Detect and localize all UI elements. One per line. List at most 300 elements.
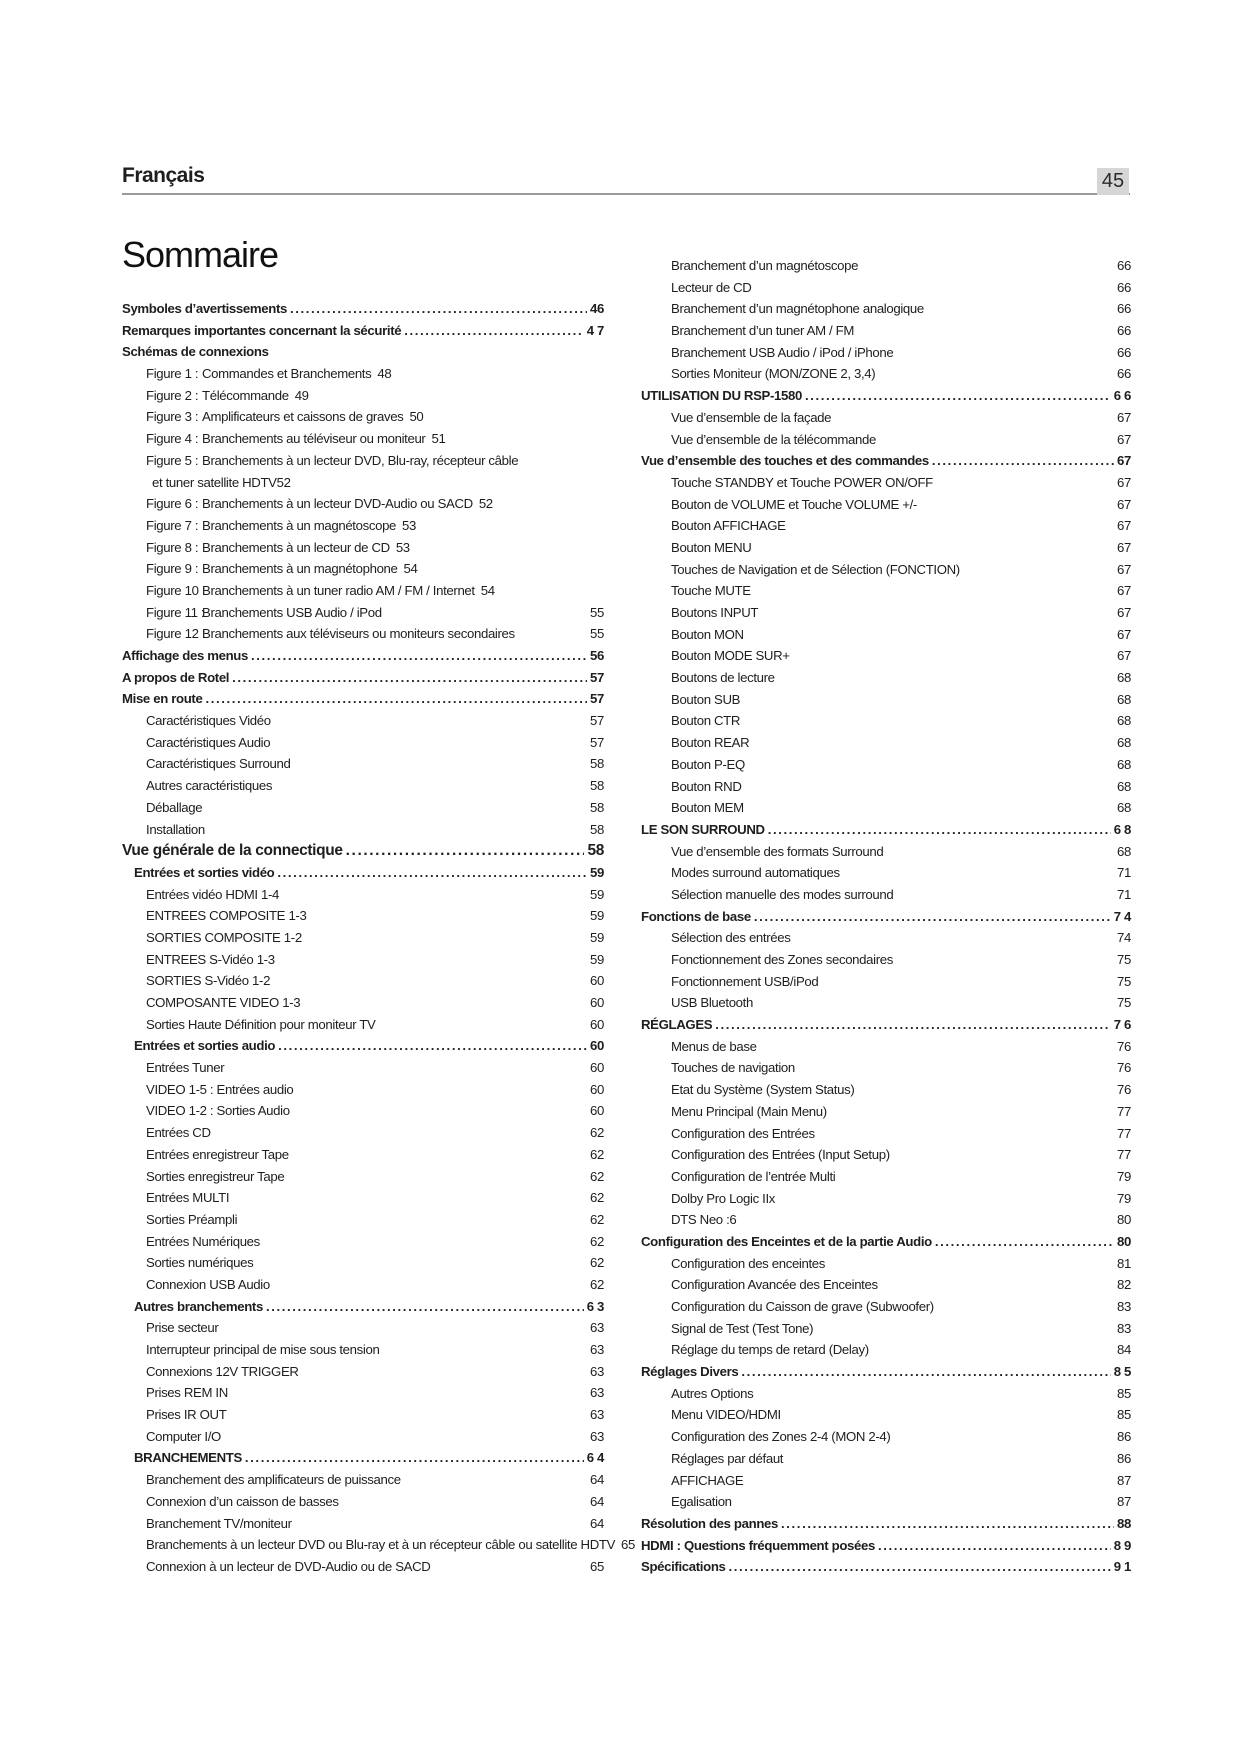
toc-entry[interactable] — [641, 1361, 1131, 1383]
toc-page-number: 80 — [1117, 1233, 1131, 1249]
toc-page-number: 67 — [1117, 648, 1131, 664]
toc-entry[interactable] — [122, 840, 604, 862]
toc-entry-title: Mise en route — [122, 691, 203, 707]
toc-entry[interactable] — [641, 559, 1131, 581]
toc-entry[interactable] — [641, 624, 1131, 646]
toc-entry-title: Configuration Avancée des Enceintes — [671, 1277, 878, 1293]
header-language: Français — [122, 164, 205, 187]
toc-page-number: 66 — [1117, 279, 1131, 295]
toc-entry[interactable] — [122, 1556, 604, 1578]
toc-dot-leader — [768, 819, 1111, 841]
toc-entry[interactable] — [122, 341, 604, 363]
toc-entry-title: Vue d’ensemble de la façade — [671, 409, 832, 425]
toc-entry-title: Lecteur de CD — [671, 279, 752, 295]
toc-entry-title: Branchements à un lecteur de CD — [202, 539, 390, 555]
toc-figure-number: Figure 7 : — [146, 517, 199, 533]
toc-entry-title: Entrées et sorties vidéo — [134, 864, 275, 880]
toc-page-number: 68 — [1117, 843, 1131, 859]
toc-page-number: 63 — [590, 1407, 604, 1423]
toc-page-number: 66 — [1117, 366, 1131, 382]
toc-entry[interactable] — [122, 862, 604, 884]
page-title: Sommaire — [122, 234, 279, 275]
toc-entry-title: Déballage — [146, 799, 203, 815]
toc-entry[interactable] — [641, 429, 1131, 451]
toc-entry-title: Modes surround automatiques — [671, 865, 840, 881]
toc-page-number: 60 — [590, 1103, 604, 1119]
toc-inline-page: 49 — [294, 387, 309, 403]
toc-entry[interactable] — [641, 1383, 1131, 1405]
toc-entry[interactable] — [122, 385, 604, 407]
toc-entry[interactable] — [641, 1339, 1131, 1361]
toc-entry[interactable] — [122, 1534, 635, 1556]
toc-entry-title: Dolby Pro Logic IIx — [671, 1190, 776, 1206]
toc-entry[interactable] — [641, 710, 1131, 732]
toc-entry-title: Menus de base — [671, 1038, 757, 1054]
toc-page-number: 77 — [1117, 1125, 1131, 1141]
toc-entry-title: Bouton SUB — [671, 691, 741, 707]
toc-page-number: 4 7 — [586, 322, 604, 338]
toc-entry-title: Entrées MULTI — [146, 1190, 230, 1206]
toc-entry[interactable] — [122, 1187, 604, 1209]
toc-entry[interactable] — [122, 1469, 604, 1491]
toc-entry-title: Entrées Numériques — [146, 1233, 260, 1249]
toc-entry[interactable] — [122, 1209, 604, 1231]
toc-entry[interactable] — [641, 494, 1131, 516]
toc-page-number: 71 — [1117, 886, 1131, 902]
toc-page-number: 63 — [590, 1320, 604, 1336]
toc-entry-title: Branchement d’un magnétoscope — [671, 258, 859, 273]
toc-entry[interactable] — [641, 1535, 1131, 1557]
toc-entry-title: Prises REM IN — [146, 1385, 228, 1401]
toc-entry-title: VIDEO 1-2 : Sorties Audio — [146, 1103, 290, 1119]
toc-entry[interactable] — [122, 1079, 604, 1101]
toc-entry[interactable] — [122, 1144, 604, 1166]
toc-entry[interactable] — [122, 1382, 604, 1404]
toc-entry[interactable] — [641, 602, 1131, 624]
toc-page-number: 85 — [1117, 1407, 1131, 1423]
toc-entry-title: Prise secteur — [146, 1320, 219, 1336]
toc-page-number: 87 — [1117, 1494, 1131, 1510]
toc-entry[interactable] — [122, 298, 604, 320]
toc-entry[interactable] — [122, 645, 604, 667]
toc-entry[interactable] — [641, 1253, 1131, 1275]
toc-entry[interactable] — [641, 1318, 1131, 1340]
toc-page-number: 67 — [1117, 409, 1131, 425]
toc-page-number: 64 — [590, 1515, 604, 1531]
toc-entry-title: Branchement d’un tuner AM / FM — [671, 323, 855, 339]
toc-entry-title: Entrées enregistreur Tape — [146, 1146, 289, 1162]
toc-entry-title: Fonctionnement USB/iPod — [671, 973, 819, 989]
toc-entry[interactable] — [122, 537, 604, 559]
toc-entry-title: Configuration du Caisson de grave (Subwoofer) — [671, 1299, 934, 1314]
toc-entry[interactable] — [641, 1274, 1131, 1296]
toc-entry[interactable] — [641, 906, 1131, 928]
toc-page-number: 67 — [1117, 518, 1131, 534]
toc-entry[interactable] — [641, 1123, 1131, 1145]
toc-entry[interactable] — [122, 1035, 604, 1057]
toc-entry[interactable] — [641, 342, 1131, 364]
toc-entry[interactable] — [641, 862, 1131, 884]
toc-entry-title: Etat du Système (System Status) — [671, 1082, 855, 1098]
toc-dot-leader — [754, 906, 1111, 928]
toc-entry[interactable] — [641, 1057, 1131, 1079]
toc-entry-title: ENTREES S-Vidéo 1-3 — [146, 951, 275, 967]
toc-entry[interactable] — [122, 992, 604, 1014]
toc-page-number: 80 — [1117, 1212, 1131, 1228]
toc-entry-title: Résolution des pannes — [641, 1515, 779, 1531]
toc-entry[interactable] — [122, 602, 604, 624]
toc-entry[interactable] — [641, 537, 1131, 559]
toc-entry[interactable] — [122, 1361, 604, 1383]
toc-entry[interactable] — [122, 732, 604, 754]
toc-entry[interactable] — [641, 277, 1131, 299]
toc-entry[interactable] — [641, 1144, 1131, 1166]
toc-entry-title: Sorties enregistreur Tape — [146, 1168, 285, 1184]
toc-entry[interactable] — [122, 1057, 604, 1079]
toc-entry[interactable] — [641, 971, 1131, 993]
toc-entry-title: Configuration de l’entrée Multi — [671, 1168, 836, 1184]
toc-entry-title: et tuner satellite HDTV — [152, 474, 277, 490]
toc-entry[interactable] — [122, 472, 604, 494]
toc-dot-leader — [290, 298, 587, 320]
toc-entry-title: Connexion USB Audio — [146, 1276, 270, 1292]
toc-entry-title: RÉGLAGES — [641, 1017, 713, 1033]
toc-entry-title: Branchement des amplificateurs de puissance — [146, 1472, 401, 1488]
toc-entry-title: Sorties Haute Définition pour moniteur TV — [146, 1016, 376, 1032]
toc-entry-title: Bouton CTR — [671, 713, 741, 729]
toc-page-number: 65 — [621, 1537, 635, 1553]
toc-entry-title: Bouton MODE SUR+ — [671, 648, 790, 664]
toc-page-number: 60 — [590, 1060, 604, 1076]
toc-entry[interactable] — [641, 407, 1131, 429]
toc-entry-title: Bouton de VOLUME et Touche VOLUME +/- — [671, 496, 917, 512]
toc-entry[interactable] — [641, 1404, 1131, 1426]
toc-entry[interactable] — [641, 754, 1131, 776]
toc-page-number: 79 — [1117, 1190, 1131, 1206]
toc-entry-title: Touches de navigation — [671, 1060, 795, 1076]
toc-page-number: 67 — [1117, 431, 1131, 447]
toc-entry-title: Entrées Tuner — [146, 1060, 225, 1076]
toc-entry[interactable] — [122, 1317, 604, 1339]
toc-inline-page: 51 — [431, 431, 446, 447]
toc-entry[interactable] — [641, 1079, 1131, 1101]
toc-entry[interactable] — [641, 1491, 1131, 1513]
toc-entry[interactable] — [641, 949, 1131, 971]
toc-inline-page: 50 — [409, 409, 424, 425]
toc-entry[interactable] — [122, 1122, 604, 1144]
toc-entry-title: Configuration des Zones 2-4 (MON 2-4) — [671, 1429, 891, 1445]
toc-page-number: 59 — [590, 886, 604, 902]
toc-page-number: 76 — [1117, 1060, 1131, 1076]
toc-page-number: 58 — [590, 799, 604, 815]
toc-page-number: 60 — [590, 1081, 604, 1097]
toc-entry-title: Touches de Navigation et de Sélection (FONCTION) — [671, 561, 960, 577]
toc-page-number: 60 — [590, 995, 604, 1010]
toc-dot-leader — [232, 667, 587, 689]
toc-page-number: 58 — [590, 756, 604, 772]
toc-entry-title: Entrées CD — [146, 1125, 211, 1141]
toc-dot-leader — [251, 645, 587, 667]
toc-entry[interactable] — [122, 515, 604, 537]
toc-page-number: 88 — [1117, 1515, 1131, 1531]
toc-page-number: 77 — [1117, 1103, 1131, 1119]
toc-entry[interactable] — [641, 841, 1131, 863]
toc-entry[interactable] — [122, 406, 604, 428]
toc-page-number: 59 — [590, 908, 604, 924]
toc-entry-title: Caractéristiques Surround — [146, 756, 291, 772]
toc-entry-title: Branchements USB Audio / iPod — [202, 604, 382, 620]
toc-page-number: 9 1 — [1113, 1559, 1131, 1575]
toc-page-number: 68 — [1117, 735, 1131, 751]
toc-page-number: 46 — [590, 301, 604, 316]
toc-entry[interactable] — [641, 385, 1131, 407]
toc-entry[interactable] — [122, 450, 604, 472]
toc-entry[interactable] — [641, 776, 1131, 798]
toc-entry-title: Autres Options — [671, 1385, 754, 1401]
toc-entry[interactable] — [122, 819, 604, 841]
toc-entry-title: USB Bluetooth — [671, 995, 753, 1011]
toc-entry-title: Bouton MON — [671, 626, 744, 642]
toc-entry-title: Menu Principal (Main Menu) — [671, 1103, 827, 1119]
toc-entry-title: Fonctionnement des Zones secondaires — [671, 952, 893, 967]
toc-entry[interactable] — [641, 1296, 1131, 1318]
toc-entry[interactable] — [641, 1556, 1131, 1578]
toc-entry-title: Configuration des enceintes — [671, 1255, 826, 1271]
toc-entry[interactable] — [122, 949, 604, 971]
toc-entry-title: SORTIES COMPOSITE 1-2 — [146, 929, 302, 945]
toc-entry[interactable] — [122, 1252, 604, 1274]
toc-entry[interactable] — [641, 1166, 1131, 1188]
toc-entry[interactable] — [641, 1014, 1131, 1036]
toc-entry[interactable] — [122, 667, 604, 689]
toc-page-number: 66 — [1117, 344, 1131, 360]
toc-figure-number: Figure 5 : — [146, 452, 199, 468]
toc-dot-leader — [781, 1513, 1114, 1535]
toc-entry-title: Bouton MEM — [671, 800, 744, 816]
toc-entry-title: Réglages Divers — [641, 1364, 739, 1380]
toc-entry[interactable] — [641, 320, 1131, 342]
toc-entry[interactable] — [122, 884, 604, 906]
toc-page-number: 62 — [590, 1125, 604, 1141]
toc-page-number: 68 — [1117, 691, 1131, 707]
toc-entry[interactable] — [641, 1209, 1131, 1231]
toc-entry[interactable] — [641, 1513, 1131, 1535]
toc-page-number: 67 — [1117, 626, 1131, 642]
toc-entry-title: Sorties numériques — [146, 1255, 254, 1271]
toc-entry-title: Branchements à un magnétophone — [202, 561, 398, 577]
toc-page-number: 79 — [1117, 1168, 1131, 1184]
toc-page-number: 60 — [590, 973, 604, 989]
toc-entry[interactable] — [122, 1426, 604, 1448]
toc-entry[interactable] — [122, 1231, 604, 1253]
toc-page-number: 6 8 — [1113, 821, 1131, 837]
toc-entry[interactable] — [641, 689, 1131, 711]
toc-entry-title: Sélection des entrées — [671, 930, 791, 946]
toc-entry[interactable] — [122, 320, 604, 342]
toc-figure-number: Figure 9 : — [146, 561, 199, 577]
toc-page-number: 58 — [590, 821, 604, 837]
toc-entry[interactable] — [641, 298, 1131, 320]
toc-page-number: 75 — [1117, 973, 1131, 989]
toc-entry[interactable] — [122, 623, 604, 645]
toc-page-number: 84 — [1117, 1342, 1131, 1358]
toc-entry-title: Connexions 12V TRIGGER — [146, 1363, 299, 1379]
toc-entry[interactable] — [122, 558, 604, 580]
toc-entry-title: Branchement USB Audio / iPod / iPhone — [671, 344, 894, 360]
toc-page-number: 65 — [590, 1558, 604, 1574]
toc-entry-title: Sélection manuelle des modes surround — [671, 886, 894, 902]
toc-entry-title: Entrées vidéo HDMI 1-4 — [146, 886, 280, 902]
toc-entry[interactable] — [641, 472, 1131, 494]
toc-entry[interactable] — [641, 667, 1131, 689]
toc-entry[interactable] — [122, 1166, 604, 1188]
toc-entry-title: Branchements aux téléviseurs ou moniteurs secondaires — [202, 626, 515, 642]
toc-entry-title: Bouton AFFICHAGE — [671, 518, 786, 534]
toc-entry[interactable] — [641, 819, 1131, 841]
toc-page-number: 60 — [590, 1038, 604, 1054]
toc-entry[interactable] — [122, 1339, 604, 1361]
toc-entry[interactable] — [641, 797, 1131, 819]
toc-entry[interactable] — [122, 688, 604, 710]
toc-page-number: 83 — [1117, 1320, 1131, 1336]
toc-entry[interactable] — [641, 255, 1131, 277]
toc-entry-title: Branchements à un lecteur DVD-Audio ou SACD — [202, 496, 473, 512]
toc-entry-title: Connexion à un lecteur de DVD-Audio ou de SACD — [146, 1558, 431, 1574]
toc-entry-title: Branchements à un lecteur DVD, Blu-ray, récepteur câble — [202, 452, 519, 468]
toc-page-number: 56 — [590, 648, 604, 663]
toc-page-number: 8 5 — [1113, 1364, 1131, 1380]
toc-entry-title: Vue d’ensemble des touches et des commandes — [641, 453, 929, 469]
toc-entry[interactable] — [122, 493, 604, 515]
toc-page-number: 68 — [1117, 800, 1131, 816]
toc-entry-title: Sorties Moniteur (MON/ZONE 2, 3,4) — [671, 366, 876, 382]
toc-entry-title: ENTREES COMPOSITE 1-3 — [146, 908, 307, 924]
toc-entry-title: Configuration des Enceintes et de la partie Audio — [641, 1233, 932, 1249]
toc-entry-title: Vue d’ensemble de la télécommande — [671, 431, 876, 447]
toc-entry[interactable] — [122, 927, 604, 949]
toc-left-column — [122, 298, 635, 1578]
toc-entry[interactable] — [641, 645, 1131, 667]
toc-entry[interactable] — [122, 1513, 604, 1535]
toc-entry[interactable] — [641, 992, 1131, 1014]
toc-entry[interactable] — [641, 515, 1131, 537]
toc-entry-title: Configuration des Entrées (Input Setup) — [671, 1147, 890, 1163]
toc-page-number: 8 9 — [1113, 1537, 1131, 1553]
toc-entry-title: Bouton P-EQ — [671, 756, 745, 772]
toc-entry[interactable] — [641, 732, 1131, 754]
toc-page-number: 55 — [590, 626, 604, 642]
toc-page-number: 62 — [590, 1276, 604, 1292]
toc-page-number: 68 — [1117, 713, 1131, 729]
toc-entry[interactable] — [641, 1231, 1131, 1253]
toc-page-number: 57 — [590, 734, 604, 750]
toc-entry[interactable] — [641, 927, 1131, 949]
toc-entry[interactable] — [641, 363, 1131, 385]
toc-entry[interactable] — [122, 363, 604, 385]
toc-entry[interactable] — [641, 450, 1131, 472]
toc-page-number: 75 — [1117, 995, 1131, 1011]
toc-page-number: 57 — [590, 691, 604, 707]
toc-figure-number: Figure 4 : — [146, 431, 199, 447]
toc-page-number: 6 4 — [586, 1450, 604, 1466]
toc-entry-title: Symboles d’avertissements — [122, 301, 287, 316]
toc-page-number: 68 — [1117, 756, 1131, 772]
toc-page-number: 76 — [1117, 1082, 1131, 1098]
toc-dot-leader — [346, 840, 585, 862]
toc-entry[interactable] — [122, 905, 604, 927]
toc-dot-leader — [245, 1447, 584, 1469]
toc-entry-title: DTS Neo :6 — [671, 1212, 737, 1228]
toc-entry-title: Réglage du temps de retard (Delay) — [671, 1342, 869, 1358]
toc-entry-title: Branchements à un lecteur DVD ou Blu-ray et à un récepteur câble ou satellite HDTV — [146, 1537, 616, 1553]
toc-entry[interactable] — [641, 1426, 1131, 1448]
toc-entry[interactable] — [641, 580, 1131, 602]
toc-entry[interactable] — [122, 1491, 604, 1513]
toc-page-number: 60 — [590, 1016, 604, 1032]
toc-entry[interactable] — [122, 710, 604, 732]
toc-page-number: 67 — [1117, 539, 1131, 555]
toc-dot-leader — [205, 688, 587, 710]
toc-figure-number: Figure 6 : — [146, 496, 199, 512]
toc-entry[interactable] — [122, 775, 604, 797]
toc-page-number: 59 — [590, 929, 604, 945]
toc-page-number: 64 — [590, 1472, 604, 1488]
toc-entry-title: Bouton RND — [671, 778, 742, 794]
toc-entry[interactable] — [122, 1014, 604, 1036]
toc-page-number: 6 6 — [1113, 388, 1131, 404]
toc-entry-title: Installation — [146, 821, 205, 837]
toc-page-number: 67 — [1117, 453, 1131, 469]
toc-entry[interactable] — [641, 1036, 1131, 1058]
toc-entry[interactable] — [641, 1101, 1131, 1123]
toc-entry-title: Branchements à un tuner radio AM / FM / Internet — [202, 582, 475, 598]
toc-entry-title: Boutons de lecture — [671, 670, 775, 686]
toc-figure-number: Figure 11 : — [146, 604, 205, 620]
toc-dot-leader — [404, 320, 583, 342]
toc-figure-number: Figure 8 : — [146, 539, 199, 555]
toc-entry-title: VIDEO 1-5 : Entrées audio — [146, 1081, 294, 1097]
toc-page-number: 62 — [590, 1190, 604, 1206]
toc-entry[interactable] — [122, 970, 604, 992]
toc-entry-title: Touche STANDBY et Touche POWER ON/OFF — [671, 474, 933, 490]
toc-entry-title: Bouton MENU — [671, 539, 752, 555]
toc-entry[interactable] — [122, 797, 604, 819]
toc-page-number: 71 — [1117, 865, 1131, 881]
toc-entry[interactable] — [122, 1100, 604, 1122]
toc-page-number: 57 — [590, 669, 604, 685]
toc-entry[interactable] — [122, 1296, 604, 1318]
toc-entry[interactable] — [641, 1188, 1131, 1210]
toc-entry-title: Télécommande — [202, 387, 289, 403]
toc-entry[interactable] — [122, 753, 604, 775]
toc-page-number: 87 — [1117, 1472, 1131, 1488]
toc-entry[interactable] — [122, 580, 604, 602]
toc-page-number: 82 — [1117, 1277, 1131, 1293]
toc-entry[interactable] — [122, 1404, 604, 1426]
toc-page-number: 76 — [1117, 1038, 1131, 1054]
toc-page-number: 66 — [1117, 323, 1131, 339]
toc-entry[interactable] — [641, 1448, 1131, 1470]
toc-entry[interactable] — [641, 1470, 1131, 1492]
toc-page-number: 74 — [1117, 930, 1131, 946]
toc-page-number: 66 — [1117, 258, 1131, 273]
toc-entry[interactable] — [122, 1274, 604, 1296]
toc-page-number: 68 — [1117, 670, 1131, 686]
toc-entry[interactable] — [641, 884, 1131, 906]
toc-entry[interactable] — [122, 1447, 604, 1469]
toc-entry-title: Fonctions de base — [641, 908, 751, 924]
toc-entry[interactable] — [122, 428, 604, 450]
